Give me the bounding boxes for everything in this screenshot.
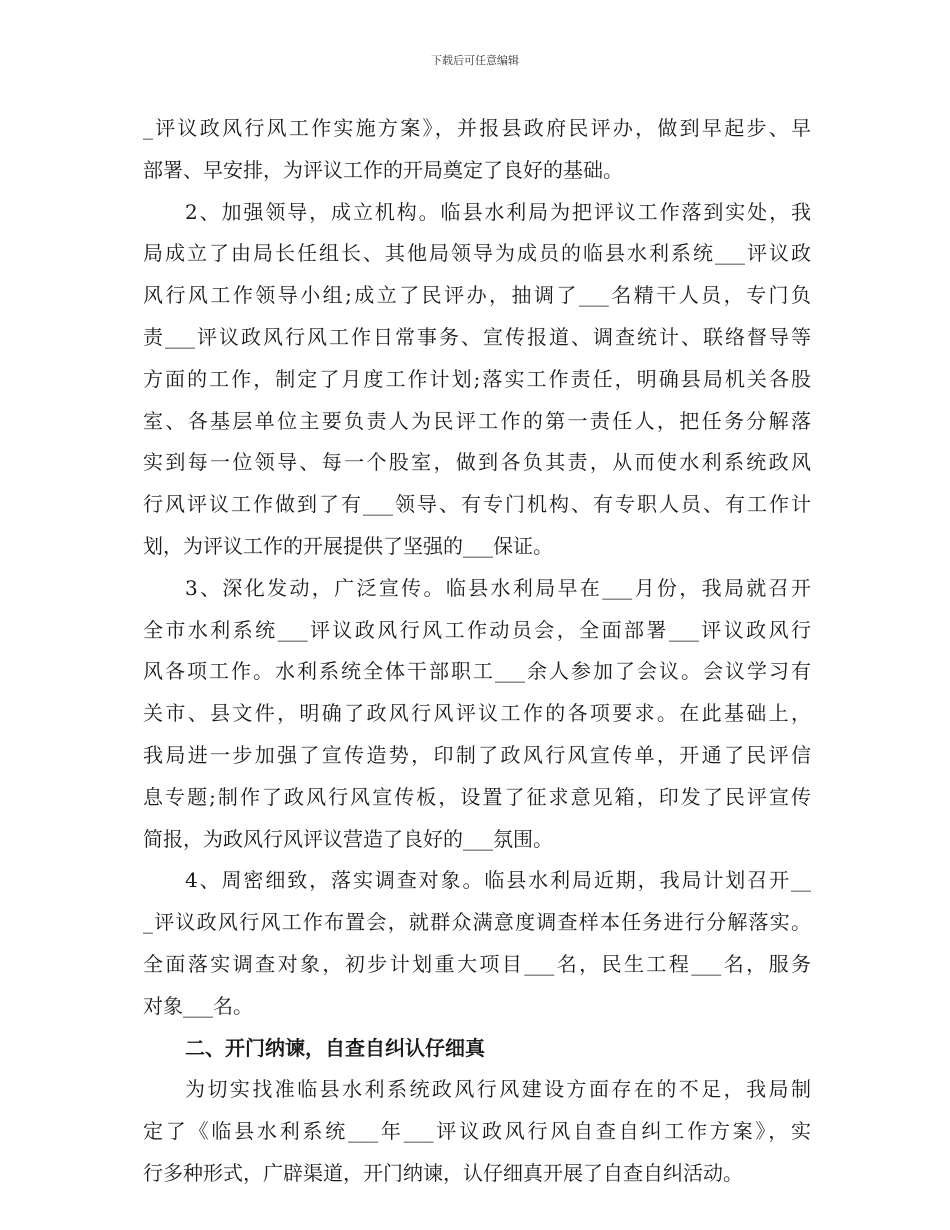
text-line: 方面的工作，制定了月度工作计划;落实工作责任，明确县局机关各股 [143, 366, 811, 391]
text-line: 对象___名。 [143, 993, 253, 1018]
text-line: 行风评议工作做到了有___领导、有专门机构、有专职人员、有工作计 [143, 492, 811, 517]
text-line: _评议政风行风工作布置会，就群众满意度调查样本任务进行分解落实。 [143, 910, 811, 935]
text-line: 行多种形式，广辟渠道，开门纳谏，认仔细真开展了自查自纠活动。 [143, 1160, 743, 1185]
text-line: 简报，为政风行风评议营造了良好的___氛围。 [143, 826, 553, 851]
text-line: 2、加强领导，成立机构。临县水利局为把评议工作落到实处，我 [185, 199, 811, 224]
text-line: 局成立了由局长任组长、其他局领导为成员的临县水利系统___评议政 [143, 241, 811, 266]
text-line: 4、周密细致，落实调查对象。临县水利局近期，我局计划召开__ [185, 868, 811, 893]
text-line: 全面落实调查对象，初步计划重大项目___名，民生工程___名，服务 [143, 951, 811, 976]
text-line: 我局进一步加强了宣传造势，印制了政风行风宣传单，开通了民评信 [143, 742, 811, 767]
text-line: 定了《临县水利系统___年___评议政风行风自查自纠工作方案》，实 [143, 1119, 811, 1144]
document-body [143, 108, 811, 1195]
text-line: 风行风工作领导小组;成立了民评办，抽调了___名精干人员，专门负 [143, 283, 811, 308]
text-line: 部署、早安排，为评议工作的开局奠定了良好的基础。 [143, 157, 623, 182]
text-line: 为切实找准临县水利系统政风行风建设方面存在的不足，我局制 [185, 1077, 811, 1102]
text-line: 风各项工作。水利系统全体干部职工___余人参加了会议。会议学习有 [143, 659, 811, 684]
text-line: 室、各基层单位主要负责人为民评工作的第一责任人，把任务分解落 [143, 408, 811, 433]
text-line: 实到每一位领导、每一个股室，做到各负其责，从而使水利系统政风 [143, 450, 811, 475]
text-line: 关市、县文件，明确了政风行风评议工作的各项要求。在此基础上， [143, 701, 811, 726]
text-line: 息专题;制作了政风行风宣传板，设置了征求意见箱，印发了民评宣传 [143, 784, 811, 809]
text-line: _评议政风行风工作实施方案》，并报县政府民评办，做到早起步、早 [143, 116, 811, 140]
text-line: 划，为评议工作的开展提供了坚强的___保证。 [143, 533, 553, 558]
page-header-note: 下载后可任意编辑 [431, 54, 519, 67]
text-line: 全市水利系统___评议政风行风工作动员会，全面部署___评议政风行 [143, 617, 811, 642]
text-line: 责___评议政风行风工作日常事务、宣传报道、调查统计、联络督导等 [143, 324, 811, 349]
section-heading: 二、开门纳谏，自查自纠认仔细真 [185, 1035, 485, 1060]
text-line: 3、深化发动，广泛宣传。临县水利局早在___月份，我局就召开 [185, 575, 811, 600]
